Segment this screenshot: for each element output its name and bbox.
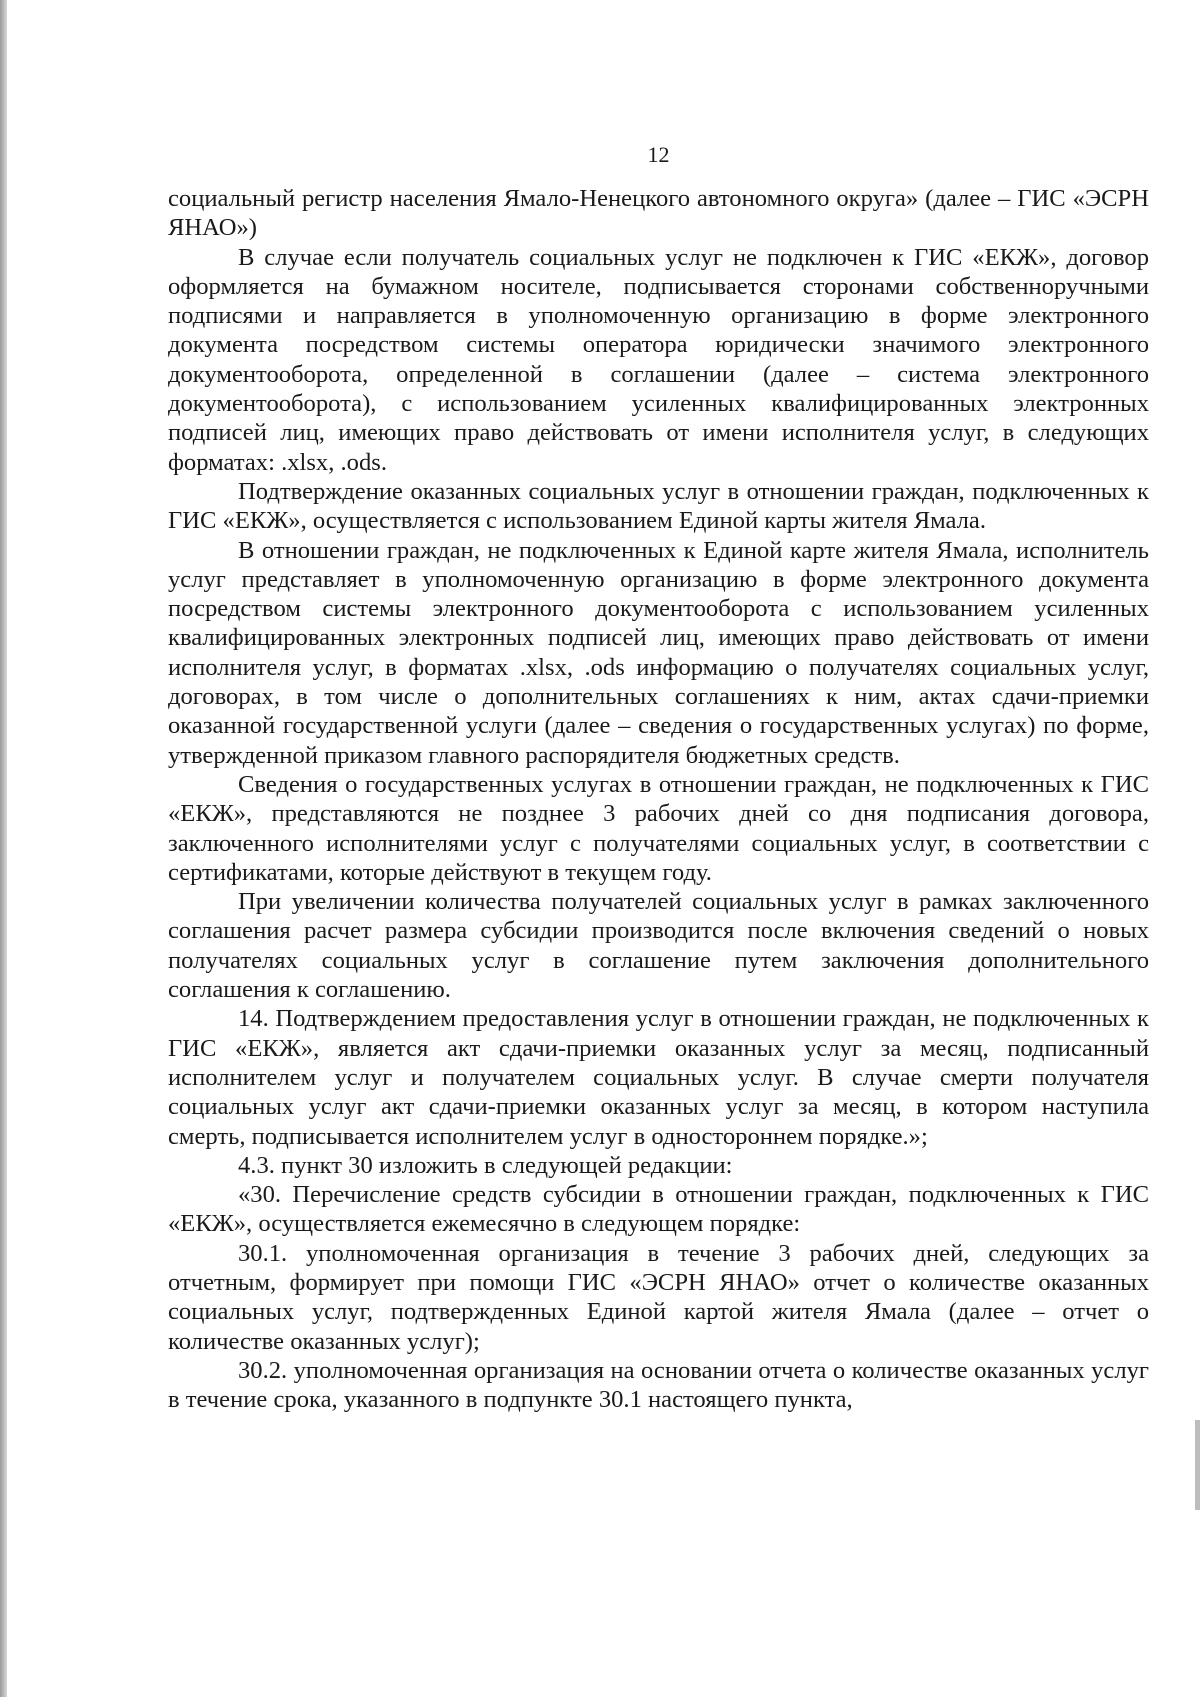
- paragraph-non-card-citizens: В отношении граждан, не подключенных к Единой карте жителя Ямала, исполнитель услуг представляет в уполномоченную организацию в форме электронного документа посредством системы электронного документооборота с использованием усиленных квалифицированных электронных подписей лиц, имеющих право действовать от имени исполнителя услуг, в форматах .xlsx, .ods информацию о получателях социальных услуг, договорах, в том числе о дополнительных соглашениях к ним, актах сдачи-приемки оказанной государственной услуги (далее – сведения о государственных услугах) по форме, утвержденной приказом главного распорядителя бюджетных средств.: [168, 536, 1149, 769]
- paragraph-item-4-3: 4.3. пункт 30 изложить в следующей редакции:: [238, 1151, 733, 1179]
- paragraph-item-30: «30. Перечисление средств субсидии в отношении граждан, подключенных к ГИС «ЕКЖ», осуществляется ежемесячно в следующем порядке:: [168, 1181, 1149, 1238]
- paragraph-service-info-deadline: Сведения о государственных услугах в отношении граждан, не подключенных к ГИС «ЕКЖ», представляются не позднее 3 рабочих дней со дня подписания договора, заключенного исполнителями услуг с получателями социальных услуг, в соответствии с сертификатами, которые действуют в текущем году.: [168, 770, 1149, 886]
- paragraph-subsidy-recalculation: При увеличении количества получателей социальных услуг в рамках заключенного соглашения расчет размера субсидии производится после включения сведений о новых получателях социальных услуг в соглашение путем заключения дополнительного соглашения к соглашению.: [168, 888, 1149, 1004]
- page-number: 12: [647, 142, 670, 167]
- paragraph-item-30-1: 30.1. уполномоченная организация в течение 3 рабочих дней, следующих за отчетным, формирует при помощи ГИС «ЭСРН ЯНАО» отчет о количестве оказанных социальных услуг, подтвержденных Единой картой жителя Ямала (далее – отчет о количестве оказанных услуг);: [168, 1239, 1149, 1355]
- document-body: [168, 184, 1149, 1414]
- paragraph-card-confirmation: Подтверждение оказанных социальных услуг в отношении граждан, подключенных к ГИС «ЕКЖ», осуществляется с использованием Единой карты жителя Ямала.: [168, 477, 1149, 535]
- paragraph-paper-contract: В случае если получатель социальных услуг не подключен к ГИС «ЕКЖ», договор оформляется на бумажном носителе, подписывается сторонами собственноручными подписями и направляется в уполномоченную организацию в форме электронного документа посредством системы оператора юридически значимого электронного документооборота, определенной в соглашении (далее – система электронного документооборота), с использованием усиленных квалифицированных электронных подписей лиц, имеющих право действовать от имени исполнителя услуг, в следующих форматах: .xlsx, .ods.: [168, 243, 1149, 476]
- paragraph-item-14: 14. Подтверждением предоставления услуг в отношении граждан, не подключенных к ГИС «ЕКЖ», является акт сдачи-приемки оказанных услуг за месяц, подписанный исполнителем услуг и получателем социальных услуг. В случае смерти получателя социальных услуг акт сдачи-приемки оказанных услуг за месяц, в котором наступила смерть, подписывается исполнителем услуг в одностороннем порядке.»;: [168, 1005, 1149, 1150]
- scan-edge-mark: [1195, 1420, 1200, 1510]
- scan-edge-shadow: [0, 0, 7, 1697]
- paragraph-continuation: социальный регистр населения Ямало-Ненецкого автономного округа» (далее – ГИС «ЭСРН ЯНАО»): [168, 185, 1149, 242]
- paragraph-item-30-2: 30.2. уполномоченная организация на основании отчета о количестве оказанных услуг в течение срока, указанного в подпункте 30.1 настоящего пункта,: [168, 1356, 1149, 1414]
